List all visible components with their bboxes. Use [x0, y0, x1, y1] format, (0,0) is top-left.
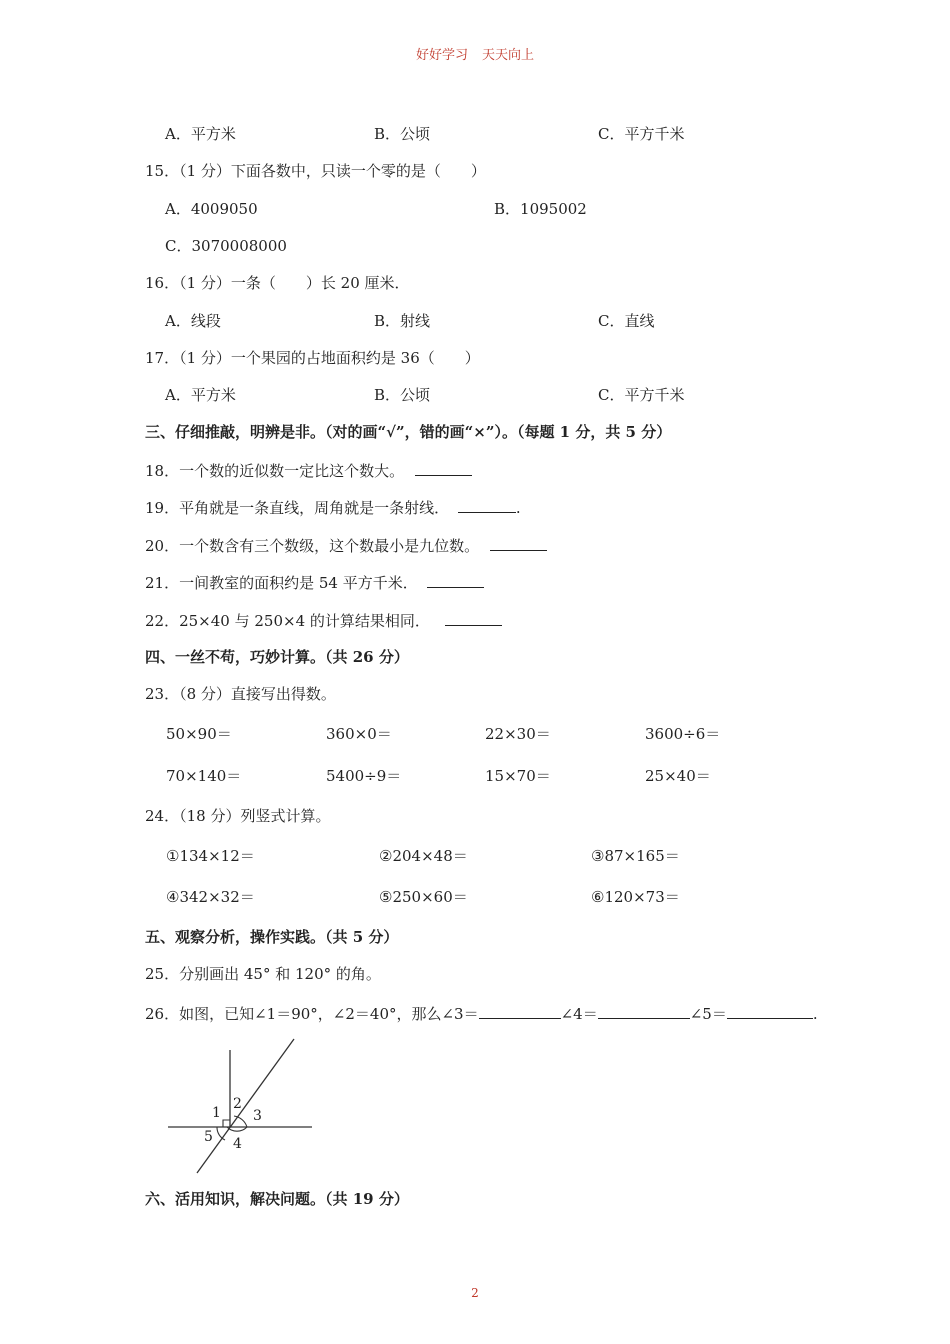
q23-item: 3600÷6＝: [645, 725, 721, 743]
q26-angle-5: ∠5＝: [689, 1005, 727, 1023]
q19-answer-blank[interactable]: [458, 497, 516, 513]
q23-item: 50×90＝: [166, 725, 232, 743]
q24-stem: 24．（18 分）列竖式计算。: [145, 807, 331, 825]
q23-stem: 23．（8 分）直接写出得数。: [145, 685, 336, 703]
q14-option-b: B．公顷: [374, 125, 431, 143]
q24-item: ③87×165＝: [591, 847, 680, 865]
q20-text: 20．一个数含有三个数级，这个数最小是九位数。: [145, 537, 480, 555]
q17-option-b: B．公顷: [374, 386, 431, 404]
q22-text: 22．25×40 与 250×4 的计算结果相同．: [145, 612, 430, 630]
q16-option-c: C．直线: [598, 312, 655, 330]
figure-label-4: 4: [233, 1136, 242, 1152]
section-6-heading: 六、活用知识，解决问题。（共 19 分）: [145, 1190, 409, 1208]
q15-option-c: C．3070008000: [165, 237, 287, 255]
header-right: 天天向上: [482, 48, 535, 63]
q17-stem: 17．（1 分）一个果园的占地面积约是 36（ ）: [145, 349, 480, 367]
q21-text: 21．一间教室的面积约是 54 平方千米．: [145, 574, 418, 592]
q23-item: 25×40＝: [645, 767, 711, 785]
figure-label-2: 2: [233, 1096, 242, 1112]
page-header: [0, 44, 950, 63]
q23-item: 5400÷9＝: [326, 767, 402, 785]
angle-4-blank[interactable]: [598, 1003, 690, 1019]
q26-stem: 26．如图，已知∠1＝90°，∠2＝40°，那么∠3＝: [145, 1005, 479, 1023]
q22-row: [145, 610, 502, 631]
q16-stem: 16．（1 分）一条（ ）长 20 厘米．: [145, 274, 410, 292]
q18-answer-blank[interactable]: [415, 460, 472, 476]
section-4-heading: 四、一丝不苟，巧妙计算。（共 26 分）: [145, 648, 409, 666]
angle-3-blank[interactable]: [479, 1003, 561, 1019]
q26-end: .: [812, 1005, 818, 1023]
q25-text: 25．分别画出 45° 和 120° 的角。: [145, 965, 381, 983]
q16-option-a: A．线段: [165, 312, 221, 330]
figure-label-5: 5: [204, 1129, 213, 1145]
q16-option-b: B．射线: [374, 312, 431, 330]
q21-row: [145, 572, 484, 593]
angle-figure: [165, 1036, 315, 1176]
q17-option-a: A．平方米: [165, 386, 236, 404]
figure-label-3: 3: [253, 1108, 262, 1124]
q17-option-c: C．平方千米: [598, 386, 685, 404]
q15-option-b: B．1095002: [494, 200, 587, 218]
q26-row: [145, 1003, 818, 1024]
q24-item: ⑤250×60＝: [379, 888, 468, 906]
q23-item: 15×70＝: [485, 767, 551, 785]
q24-item: ④342×32＝: [166, 888, 255, 906]
q18-text: 18．一个数的近似数一定比这个数大。: [145, 462, 405, 480]
q26-angle-4: ∠4＝: [560, 1005, 598, 1023]
section-3-heading: 三、仔细推敲，明辨是非。（对的画“√”，错的画“×”）。（每题 1 分，共 5 分）: [145, 423, 672, 441]
angle-5-arc: [217, 1127, 225, 1140]
angle-5-blank[interactable]: [727, 1003, 813, 1019]
q14-option-c: C．平方千米: [598, 125, 685, 143]
q24-item: ②204×48＝: [379, 847, 468, 865]
q15-stem: 15．（1 分）下面各数中，只读一个零的是（ ）: [145, 162, 486, 180]
q22-answer-blank[interactable]: [445, 610, 502, 626]
angle-3-arc: [234, 1116, 247, 1127]
figure-label-1: 1: [212, 1105, 221, 1121]
q23-item: 22×30＝: [485, 725, 551, 743]
q23-item: 360×0＝: [326, 725, 392, 743]
q21-answer-blank[interactable]: [427, 572, 484, 588]
q15-option-a: A．4009050: [165, 200, 258, 218]
q24-item: ⑥120×73＝: [591, 888, 680, 906]
q19-text: 19．平角就是一条直线，周角就是一条射线．: [145, 499, 450, 517]
section-5-heading: 五、观察分析，操作实践。（共 5 分）: [145, 928, 399, 946]
q24-item: ①134×12＝: [166, 847, 255, 865]
q23-item: 70×140＝: [166, 767, 242, 785]
q19-end: .: [515, 499, 521, 517]
right-angle-mark: [223, 1120, 230, 1127]
q20-answer-blank[interactable]: [490, 535, 547, 551]
page-number: 2: [471, 1286, 479, 1300]
q18-row: [145, 460, 472, 481]
q20-row: [145, 535, 547, 556]
q14-option-a: A．平方米: [165, 125, 236, 143]
q19-row: [145, 497, 521, 518]
header-left: 好好学习: [415, 48, 468, 63]
